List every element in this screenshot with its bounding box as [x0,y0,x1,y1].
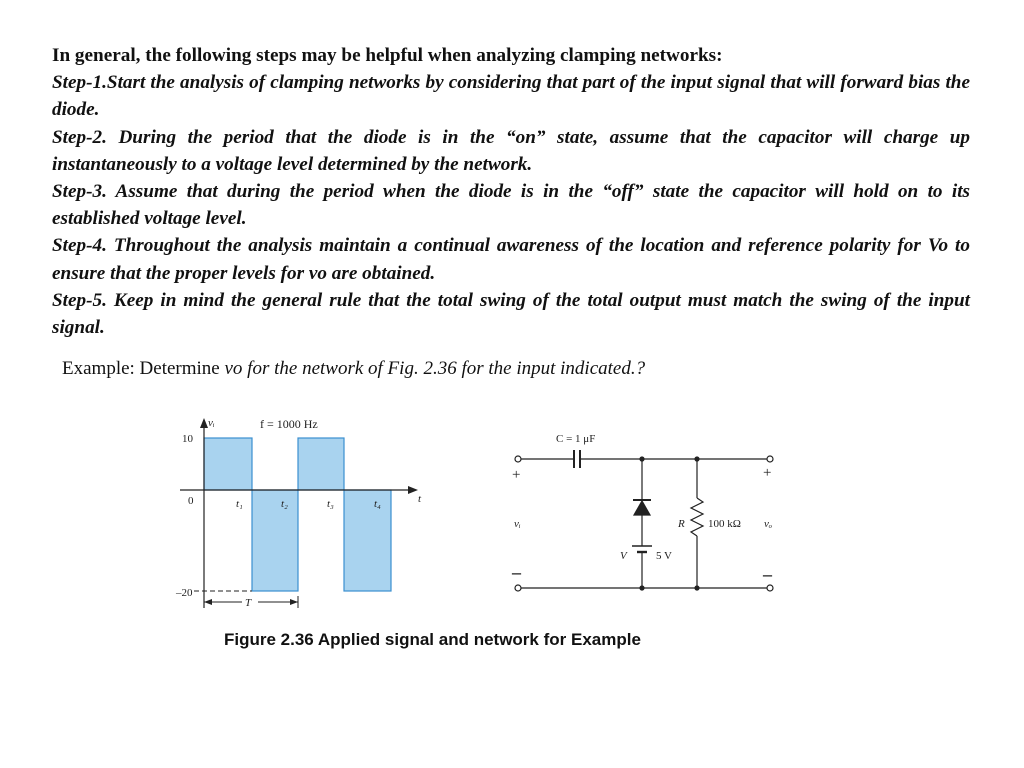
input-plus-sign: + [512,467,521,483]
pulse-high-1 [204,438,252,490]
junction-dot [695,586,699,590]
frequency-label: f = 1000 Hz [260,417,318,431]
y-tick-0: 0 [188,495,194,507]
input-terminal-bottom [515,585,521,591]
pulse-low-2 [344,490,391,591]
example-prompt [62,358,645,380]
t-axis-arrow-icon [408,486,418,494]
junction-dot [640,586,644,590]
battery-v-label: V [620,550,627,562]
output-minus-sign: – [763,564,772,584]
junction-dot [640,457,644,461]
step-2: Step-2. During the period that the diode is in the “on” state, assume that the capacitor will charge up instantaneously to a voltage level determined by the network. [52,126,970,175]
input-waveform [175,417,422,609]
diode-icon [634,501,650,515]
capacitor-label: C = 1 μF [556,433,596,445]
input-minus-sign: – [512,562,521,582]
input-terminal-top [515,456,521,462]
t1-label: t₁ [236,498,243,510]
period-arrow-left-icon [204,599,212,605]
t4-label: t₄ [374,498,381,510]
output-vo-label: vₒ [764,518,773,530]
pulse-low-1 [252,490,298,591]
resistor-icon [691,498,703,536]
y-tick-neg20: –20 [176,587,193,599]
t2-label: t₂ [281,498,288,510]
step-1: Step-1.Start the analysis of clamping networks by considering that part of the input signal that will forward bias the diode. [52,72,970,121]
intro-line: In general, the following steps may be helpful when analyzing clamping networks: [52,45,723,66]
vi-axis-label: vᵢ [208,417,215,429]
resistor-r-label: R [678,518,685,530]
y-axis-arrow-icon [200,418,208,428]
battery-value-label: 5 V [656,550,672,562]
y-tick-10: 10 [182,433,193,445]
resistor-value-label: 100 kΩ [708,518,741,530]
t3-label: t₃ [327,498,334,510]
pulse-high-2 [298,438,344,490]
figure-caption: Figure 2.36 Applied signal and network for Example [224,630,641,649]
example-question: vo for the network of Fig. 2.36 for the input indicated.? [224,358,646,379]
figure-2-36 [172,408,792,618]
step-3: Step-3. Assume that during the period when the diode is in the “off” state the capacitor will hold on to its established voltage level. [52,181,970,230]
t-axis-label: t [418,493,422,505]
example-lead: Example: Determine [62,358,225,379]
output-terminal-top [767,456,773,462]
input-vi-label: vᵢ [514,518,521,530]
period-arrow-right-icon [290,599,298,605]
output-terminal-bottom [767,585,773,591]
step-5: Step-5. Keep in mind the general rule that the total swing of the total output must match the swing of the input signal. [52,289,970,339]
step-4: Step-4. Throughout the analysis maintain a continual awareness of the location and reference polarity for Vo to ensure that the proper levels for vo are obtained. [52,235,970,284]
output-plus-sign: + [763,465,772,481]
period-label: T [245,597,252,609]
junction-dot [695,457,699,461]
steps-text-block [52,42,970,341]
